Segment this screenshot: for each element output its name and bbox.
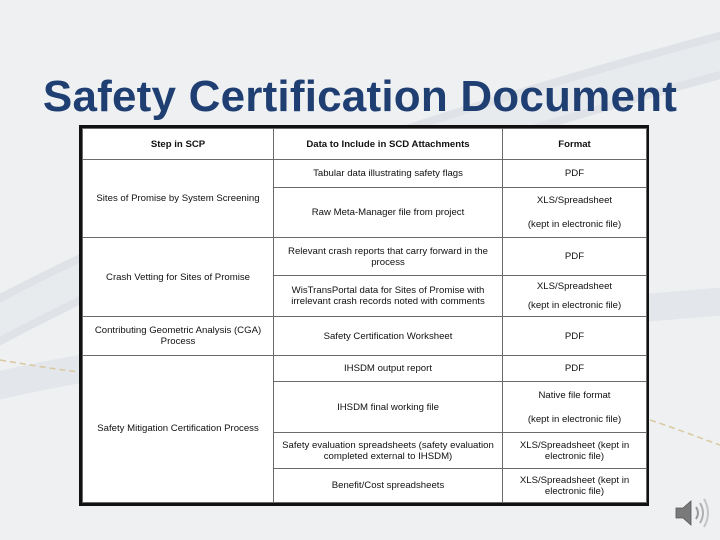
data-cell: Tabular data illustrating safety flags [274, 160, 503, 187]
table-header-row [83, 129, 647, 160]
format-cell [503, 382, 647, 433]
format-cell: PDF [503, 238, 647, 276]
format-line: XLS/Spreadsheet [536, 281, 613, 293]
data-cell: WisTransPortal data for Sites of Promise with irrelevant crash records noted with comments [274, 275, 503, 317]
data-cell: Benefit/Cost spreadsheets [274, 469, 503, 503]
data-cell: IHSDM output report [274, 355, 503, 381]
format-cell: PDF [503, 355, 647, 381]
format-line: (kept in electronic file) [527, 218, 622, 230]
format-cell: XLS/Spreadsheet (kept in electronic file) [503, 469, 647, 503]
data-cell: Safety Certification Worksheet [274, 317, 503, 356]
data-cell: IHSDM final working file [274, 382, 503, 433]
table-row [83, 238, 647, 276]
header-data: Data to Include in SCD Attachments [274, 129, 503, 160]
format-line: XLS/Spreadsheet [536, 195, 613, 207]
format-cell [503, 275, 647, 317]
format-cell: PDF [503, 160, 647, 187]
data-cell: Relevant crash reports that carry forward in the process [274, 238, 503, 276]
table-row [83, 317, 647, 356]
header-step: Step in SCP [83, 129, 274, 160]
table-row [83, 355, 647, 381]
data-cell: Safety evaluation spreadsheets (safety evaluation completed external to IHSDM) [274, 433, 503, 469]
speaker-icon[interactable] [672, 493, 712, 533]
slide-title: Safety Certification Document [42, 72, 678, 121]
format-line: (kept in electronic file) [527, 300, 622, 312]
scd-table-container [79, 125, 649, 506]
step-cell-cga: Contributing Geometric Analysis (CGA) Process [83, 317, 274, 356]
format-line: (kept in electronic file) [527, 413, 622, 425]
format-cell: XLS/Spreadsheet (kept in electronic file) [503, 433, 647, 469]
format-cell: PDF [503, 317, 647, 356]
format-cell [503, 187, 647, 238]
format-line: Native file format [538, 389, 611, 401]
step-cell-screening: Sites of Promise by System Screening [83, 160, 274, 238]
scd-attachments-table [82, 128, 647, 503]
step-cell-vetting: Crash Vetting for Sites of Promise [83, 238, 274, 317]
step-cell-mitigation: Safety Mitigation Certification Process [83, 355, 274, 502]
table-row [83, 160, 647, 187]
data-cell: Raw Meta-Manager file from project [274, 187, 503, 238]
header-format: Format [503, 129, 647, 160]
